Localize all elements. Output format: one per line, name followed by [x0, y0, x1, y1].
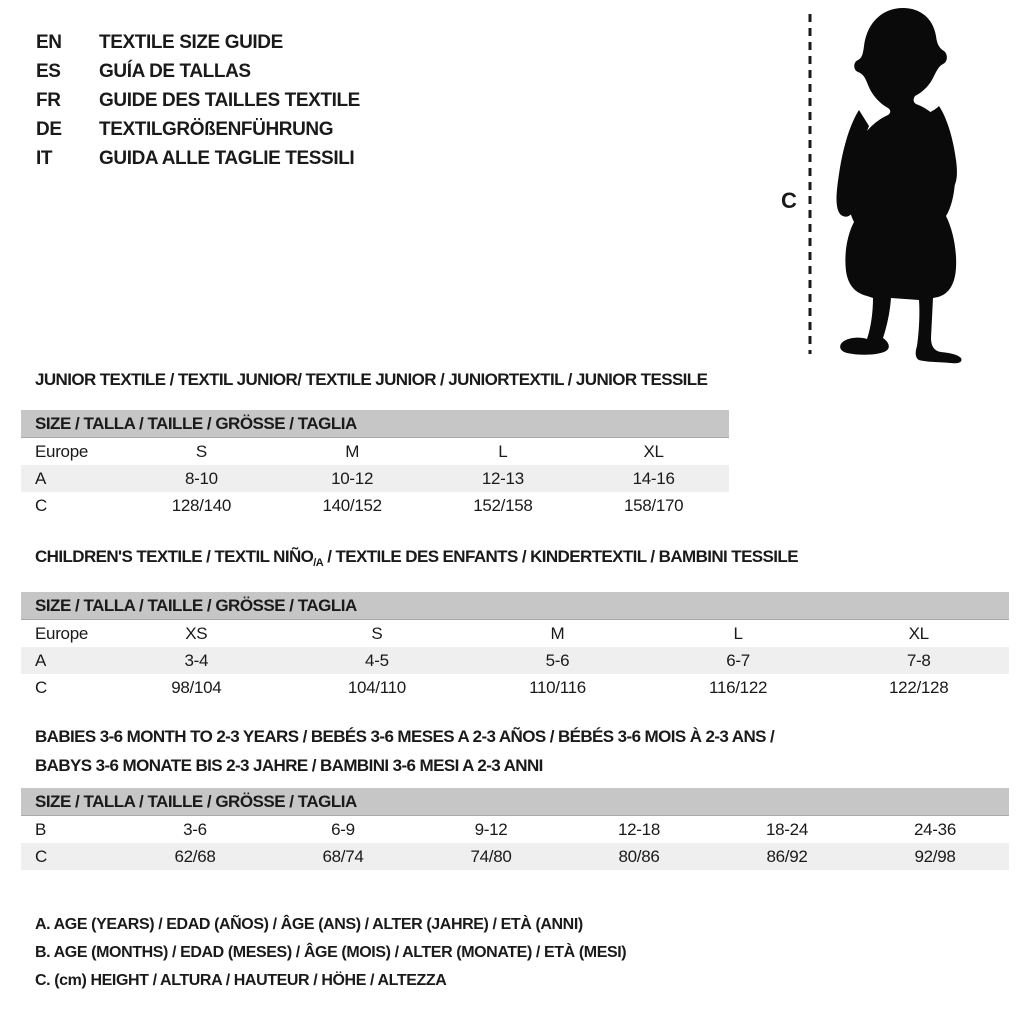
footnote-a: A. AGE (YEARS) / EDAD (AÑOS) / ÂGE (ANS) / ALTER (JAHRE) / ETÀ (ANNI) — [35, 916, 583, 933]
language-code: EN — [36, 31, 62, 53]
row-label: Europe — [35, 623, 89, 643]
table-cell: 4-5 — [365, 650, 389, 670]
table-header-bar: SIZE / TALLA / TAILLE / GRÖSSE / TAGLIA — [21, 410, 729, 438]
table-cell: 6-7 — [726, 650, 750, 670]
language-row-de — [36, 115, 360, 144]
table-cell: 7-8 — [906, 650, 931, 670]
table-cell: L — [733, 623, 743, 643]
junior-section-heading: JUNIOR TEXTILE / TEXTIL JUNIOR/ TEXTILE JUNIOR / JUNIORTEXTIL / JUNIOR TESSILE — [35, 370, 708, 389]
table-cell: 122/128 — [889, 677, 949, 697]
table-cell: 10-12 — [331, 468, 374, 488]
table-cell: M — [345, 441, 360, 461]
language-code: FR — [36, 89, 61, 111]
table-cell: 116/122 — [709, 677, 768, 697]
children-size-table — [21, 592, 1009, 701]
table-cell: 110/116 — [529, 677, 586, 697]
row-label: Europe — [35, 441, 89, 461]
language-title: GUIDA ALLE TAGLIE TESSILI — [99, 147, 355, 169]
table-row — [21, 465, 729, 492]
table-cell: XS — [185, 623, 208, 643]
row-label: C — [35, 846, 47, 866]
table-cell: 18-24 — [766, 819, 808, 839]
table-cell: 5-6 — [545, 650, 570, 670]
row-label: B — [35, 819, 47, 839]
junior-size-table — [21, 410, 729, 519]
table-cell: 92/98 — [914, 846, 956, 866]
table-cell: 12-18 — [618, 819, 660, 839]
table-row — [21, 620, 1009, 647]
baby-height-figure — [755, 2, 1010, 364]
table-cell: XL — [643, 441, 664, 461]
language-list — [36, 28, 360, 173]
heading-line-1: BABIES 3-6 MONTH TO 2-3 YEARS / BEBÉS 3-6 MESES A 2-3 AÑOS / BÉBÉS 3-6 MOIS À 2-3 ANS / — [35, 727, 775, 746]
table-cell: 80/86 — [618, 846, 660, 866]
table-cell: S — [195, 441, 207, 461]
language-code: IT — [36, 147, 53, 169]
table-cell: S — [371, 623, 383, 643]
row-label: A — [35, 650, 47, 670]
heading-subscript: /A — [313, 557, 324, 569]
language-title: TEXTILGRÖßENFÜHRUNG — [99, 118, 334, 140]
table-cell: L — [498, 441, 508, 461]
table-header-bar: SIZE / TALLA / TAILLE / GRÖSSE / TAGLIA — [21, 592, 1009, 620]
babies-size-table — [21, 788, 1009, 870]
height-label-c: C — [781, 188, 797, 213]
table-cell: 152/158 — [473, 495, 533, 515]
babies-section-heading — [35, 722, 774, 780]
table-cell: 86/92 — [766, 846, 808, 866]
table-row — [21, 816, 1009, 843]
table-row — [21, 492, 729, 519]
language-row-it — [36, 144, 360, 173]
language-code: ES — [36, 60, 61, 82]
table-cell: 14-16 — [632, 468, 675, 488]
table-row — [21, 647, 1009, 674]
table-cell: 140/152 — [322, 495, 382, 515]
table-cell: XL — [908, 623, 929, 643]
table-row — [21, 843, 1009, 870]
table-row — [21, 438, 729, 465]
table-header-bar: SIZE / TALLA / TAILLE / GRÖSSE / TAGLIA — [21, 788, 1009, 816]
language-row-en — [36, 28, 360, 57]
language-title: GUIDE DES TAILLES TEXTILE — [99, 89, 360, 111]
footnotes — [35, 911, 626, 995]
heading-line-2: BABYS 3-6 MONATE BIS 2-3 JAHRE / BAMBINI 3-6 MESI A 2-3 ANNI — [35, 756, 543, 775]
table-cell: 74/80 — [470, 846, 512, 866]
table-cell: 24-36 — [914, 819, 956, 839]
table-cell: 6-9 — [331, 819, 355, 839]
children-section-heading — [35, 547, 798, 569]
heading-text: CHILDREN'S TEXTILE / TEXTIL NIÑO — [35, 547, 314, 566]
language-code: DE — [36, 118, 62, 140]
table-cell: 12-13 — [481, 468, 524, 488]
table-cell: 8-10 — [184, 468, 218, 488]
table-cell: 62/68 — [174, 846, 216, 866]
footnote-b: B. AGE (MONTHS) / EDAD (MESES) / ÂGE (MOIS) / ALTER (MONATE) / ETÀ (MESI) — [35, 944, 627, 961]
language-title: GUÍA DE TALLAS — [99, 60, 251, 82]
table-cell: 158/170 — [623, 495, 684, 515]
language-title: TEXTILE SIZE GUIDE — [99, 31, 283, 53]
row-label: C — [35, 495, 47, 515]
table-cell: 104/110 — [347, 677, 406, 697]
table-row — [21, 674, 1009, 701]
table-cell: 68/74 — [322, 846, 364, 866]
toddler-silhouette-icon — [837, 8, 962, 363]
table-cell: 128/140 — [171, 495, 232, 515]
row-label: A — [35, 468, 47, 488]
table-cell: 3-6 — [183, 819, 207, 839]
table-cell: M — [550, 623, 565, 643]
table-cell: 98/104 — [171, 677, 222, 697]
row-label: C — [35, 677, 47, 697]
language-row-es — [36, 57, 360, 86]
language-row-fr — [36, 86, 360, 115]
table-cell: 9-12 — [474, 819, 508, 839]
table-cell: 3-4 — [184, 650, 209, 670]
footnote-c: C. (cm) HEIGHT / ALTURA / HAUTEUR / HÖHE / ALTEZZA — [35, 972, 447, 989]
heading-text: / TEXTILE DES ENFANTS / KINDERTEXTIL / BAMBINI TESSILE — [323, 547, 798, 566]
